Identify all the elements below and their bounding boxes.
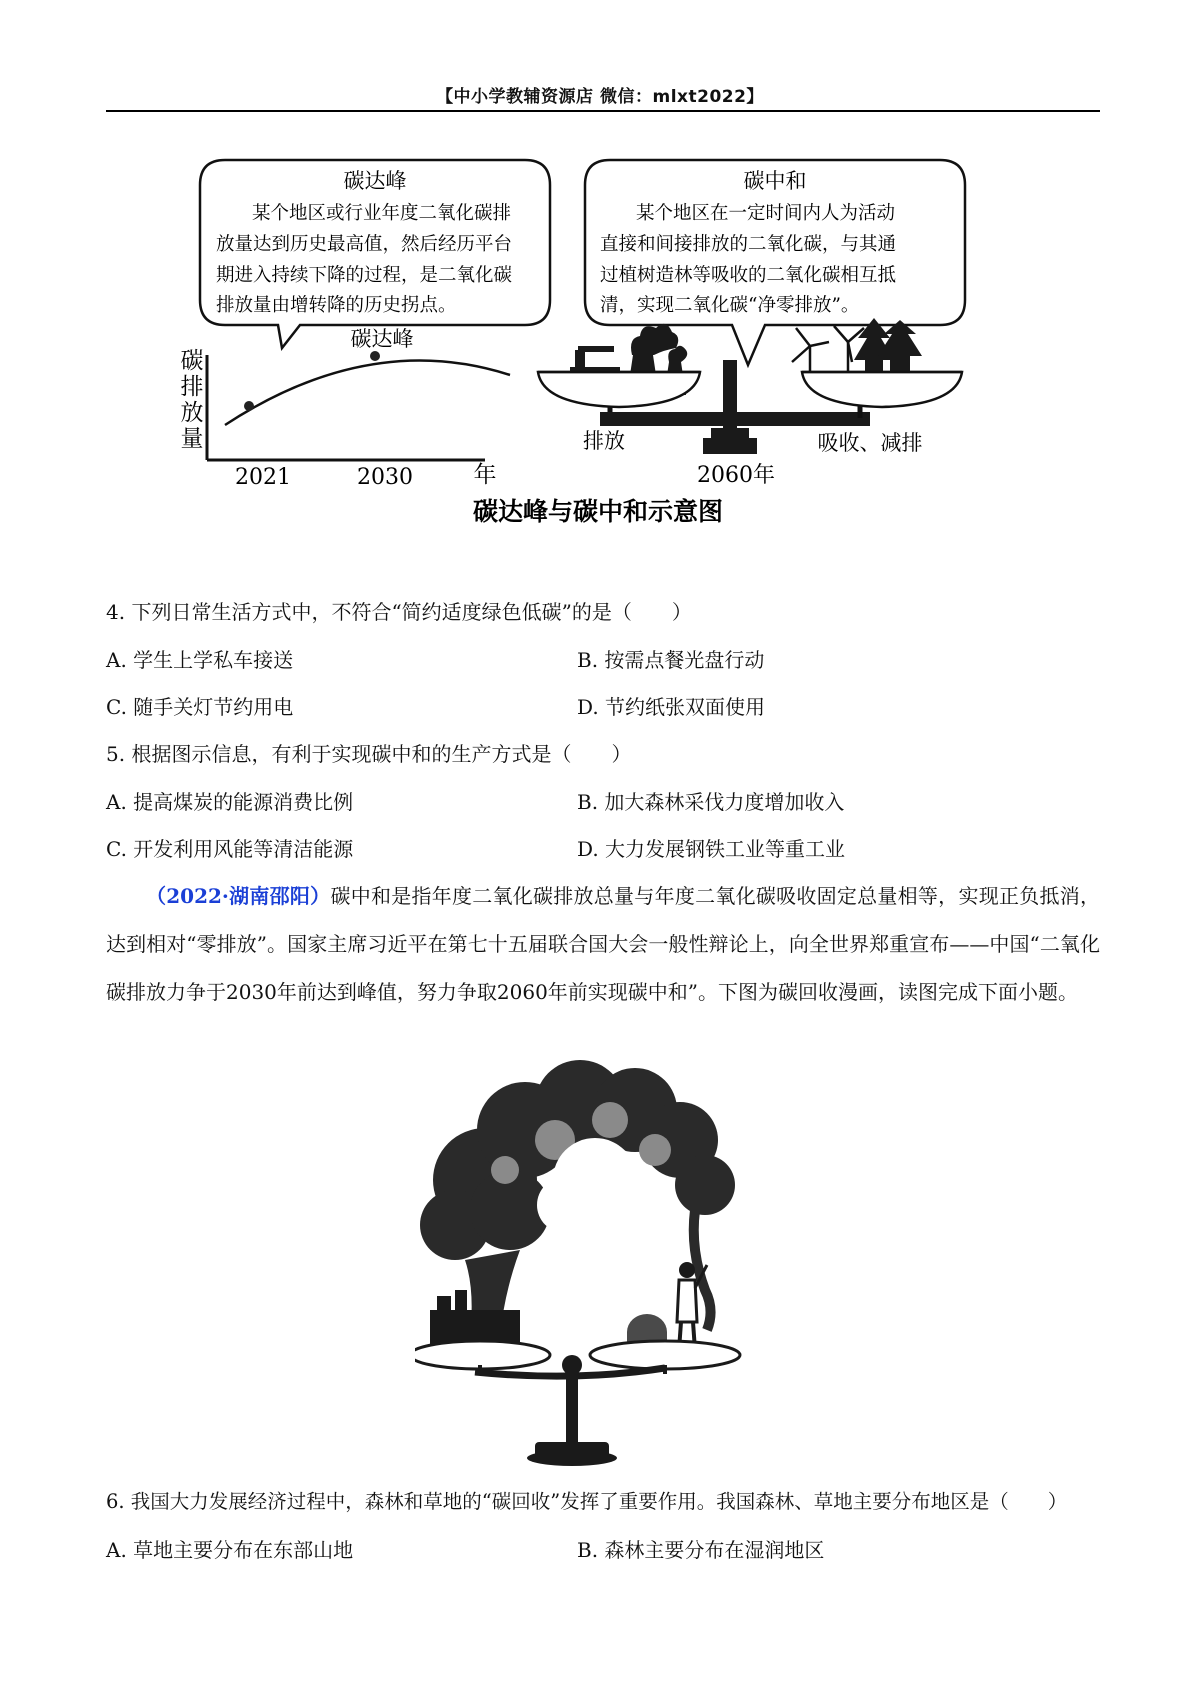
y-axis-label-char: 排 (180, 374, 204, 400)
x-tick-2021: 2021 (235, 465, 291, 490)
x-axis-unit: 年 (473, 462, 497, 488)
right-pan (802, 372, 962, 407)
page-header: 【中小学教辅资源店 微信：mlxt2022】 (436, 87, 764, 107)
figure-caption: 碳达峰与碳中和示意图 (472, 497, 724, 526)
question-6-stem: 6. 我国大力发展经济过程中，森林和草地的“碳回收”发挥了重要作用。我国森林、草地主要分布地区是（ ） (106, 1490, 1068, 1513)
right-bubble-title: 碳中和 (743, 169, 807, 193)
point-peak (370, 351, 380, 361)
q6-option-b[interactable]: B. 森林主要分布在湿润地区 (577, 1538, 825, 1562)
carbon-recycling-cartoon (415, 1060, 795, 1470)
left-bubble-title: 碳达峰 (343, 169, 407, 193)
carbon-diagram (170, 150, 1070, 570)
scale-post (566, 1365, 578, 1445)
scale-post (723, 360, 737, 438)
scale-right-label: 吸收、减排 (817, 431, 923, 455)
q5-option-d[interactable]: D. 大力发展钢铁工业等重工业 (577, 837, 846, 861)
q4-option-b[interactable]: B. 按需点餐光盘行动 (577, 648, 765, 672)
q4-option-c[interactable]: C. 随手关灯节约用电 (106, 695, 294, 719)
scale-left-label: 排放 (583, 429, 625, 453)
header-rule (106, 110, 1100, 112)
left-bubble-line: 放量达到历史最高值，然后经历平台 (216, 234, 513, 255)
q5-option-c[interactable]: C. 开发利用风能等清洁能源 (106, 837, 354, 861)
scale-base (703, 438, 757, 454)
question-5-stem: 5. 根据图示信息，有利于实现碳中和的生产方式是（ ） (106, 742, 632, 766)
q5-option-b[interactable]: B. 加大森林采伐力度增加收入 (577, 790, 845, 814)
emission-curve (225, 361, 510, 425)
scale-base-label: 2060年 (697, 463, 775, 488)
left-bubble-line: 期进入持续下降的过程，是二氧化碳 (216, 265, 513, 286)
q5-option-a[interactable]: A. 提高煤炭的能源消费比例 (106, 790, 354, 814)
right-bubble-line: 过植树造林等吸收的二氧化碳相互抵 (600, 265, 897, 286)
passage-text: 碳中和是指年度二氧化碳排放总量与年度二氧化碳吸收固定总量相等，实现正负抵消，达到相对“零排放”。国家主席习近平在第七十五届联合国大会一般性辩论上，向全世界郑重宣布——中国“二氧化碳排放力争于2030年前达到峰值，努力争取2060年前实现碳中和”。下图为碳回收漫画，读图完成下面小题。 (106, 884, 1100, 1004)
right-bubble-line: 清，实现二氧化碳“净零排放”。 (600, 295, 860, 316)
right-bubble-line: 某个地区在一定时间内人为活动 (636, 203, 896, 224)
point-2021 (244, 401, 254, 411)
y-axis-label-char: 放 (180, 400, 204, 426)
left-bubble-line: 排放量由增转降的历史拐点。 (216, 295, 457, 316)
q4-option-a[interactable]: A. 学生上学私车接送 (106, 648, 294, 672)
left-pan (538, 372, 700, 407)
peak-label: 碳达峰 (350, 327, 414, 351)
reading-passage (106, 872, 1100, 1016)
x-tick-2030: 2030 (357, 465, 413, 490)
question-4-stem: 4. 下列日常生活方式中，不符合“简约适度绿色低碳”的是（ ） (106, 600, 692, 624)
person-icon (679, 1262, 695, 1278)
right-pan (590, 1341, 740, 1369)
q6-option-a[interactable]: A. 草地主要分布在东部山地 (106, 1538, 354, 1562)
left-bubble-line: 某个地区或行业年度二氧化碳排 (252, 203, 512, 224)
right-bubble-line: 直接和间接排放的二氧化碳，与其通 (600, 234, 897, 255)
y-axis-label-char: 碳 (180, 348, 204, 374)
left-pan (415, 1341, 550, 1369)
y-axis-label-char: 量 (180, 426, 204, 452)
source-tag: （2022·湖南邵阳） (146, 884, 331, 908)
q4-option-d[interactable]: D. 节约纸张双面使用 (577, 695, 766, 719)
